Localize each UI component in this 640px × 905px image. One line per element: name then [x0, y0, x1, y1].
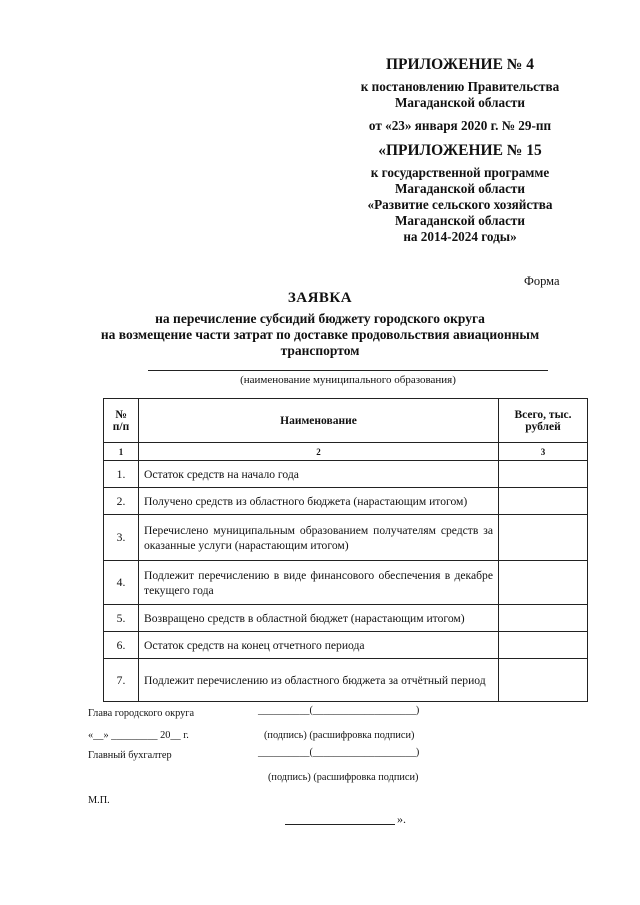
row-number: 2. [104, 488, 139, 515]
row-number: 7. [104, 659, 139, 702]
row-text: Получено средств из областного бюджета (нарастающим итогом) [139, 488, 499, 515]
appendix-15-line: Магаданской области [394, 213, 526, 228]
col-header-total: Всего, тыс. рублей [499, 399, 588, 443]
table-row [104, 659, 588, 702]
appendix-4-line: от «23» января 2020 г. № 29-пп [368, 118, 552, 133]
table-row [104, 561, 588, 605]
subtitle-line: транспортом [280, 343, 360, 358]
row-number: 6. [104, 632, 139, 659]
row-value[interactable] [499, 659, 588, 702]
row-text: Возвращено средств в областной бюджет (нарастающим итогом) [139, 605, 499, 632]
stamp-label: М.П. [88, 795, 110, 806]
index-cell: 2 [139, 443, 499, 461]
row-text: Перечислено муниципальным образованием получателям средств за оказанные услуги (нарастающим итогом) [139, 515, 499, 561]
row-text: Подлежит перечислению из областного бюджета за отчётный период [139, 659, 499, 702]
row-value[interactable] [499, 632, 588, 659]
date-line[interactable]: «__» _________ 20__ г. [88, 730, 189, 741]
table-row [104, 632, 588, 659]
appendix-15-line: «Развитие сельского хозяйства [367, 197, 553, 212]
row-value[interactable] [499, 488, 588, 515]
document-title: ЗАЯВКА [287, 290, 353, 306]
closing-underline [285, 824, 395, 825]
col-header-number: № п/п [104, 399, 139, 443]
signature-caption: (подпись) (расшифровка подписи) [264, 730, 415, 741]
index-cell: 1 [104, 443, 139, 461]
municipality-underline [148, 370, 548, 371]
row-number: 4. [104, 561, 139, 605]
row-number: 5. [104, 605, 139, 632]
appendix-15-line: к государственной программе [370, 165, 550, 180]
table-row [104, 515, 588, 561]
closing-mark: ». [397, 812, 406, 826]
table-row [104, 488, 588, 515]
accountant-signature-line[interactable]: __________(____________________) [258, 747, 420, 758]
signature-caption: (подпись) (расшифровка подписи) [268, 772, 419, 783]
row-value[interactable] [499, 461, 588, 488]
document-subtitle [0, 311, 640, 359]
table-row [104, 605, 588, 632]
row-text: Остаток средств на начало года [139, 461, 499, 488]
appendix-15-line: на 2014-2024 годы» [403, 229, 517, 244]
appendix-15-header [330, 143, 590, 245]
table-header-row [104, 399, 588, 443]
row-value[interactable] [499, 515, 588, 561]
index-cell: 3 [499, 443, 588, 461]
appendix-15-title: «ПРИЛОЖЕНИЕ № 15 [378, 142, 542, 159]
appendix-15-line: Магаданской области [394, 181, 526, 196]
table-index-row [104, 443, 588, 461]
row-number: 1. [104, 461, 139, 488]
accountant-label: Главный бухгалтер [88, 750, 172, 761]
row-value[interactable] [499, 561, 588, 605]
subtitle-line: на возмещение части затрат по доставке продовольствия авиационным [100, 327, 540, 342]
row-value[interactable] [499, 605, 588, 632]
form-label: Форма [524, 274, 560, 288]
appendix-4-title: ПРИЛОЖЕНИЕ № 4 [386, 56, 534, 73]
head-signature-line[interactable]: __________(____________________) [258, 705, 420, 716]
subtitle-line: на перечисление субсидий бюджету городского округа [155, 311, 485, 326]
row-text: Подлежит перечислению в виде финансового обеспечения в декабре текущего года [139, 561, 499, 605]
municipality-caption: (наименование муниципального образования) [240, 374, 456, 386]
col-header-name: Наименование [139, 399, 499, 443]
appendix-4-line: к постановлению Правительства [360, 79, 560, 94]
row-number: 3. [104, 515, 139, 561]
table-row [104, 461, 588, 488]
head-label: Глава городского округа [88, 708, 195, 719]
row-text: Остаток средств на конец отчетного периода [139, 632, 499, 659]
appendix-header [330, 57, 590, 134]
appendix-4-line: Магаданской области [394, 95, 526, 110]
request-table [103, 398, 588, 702]
